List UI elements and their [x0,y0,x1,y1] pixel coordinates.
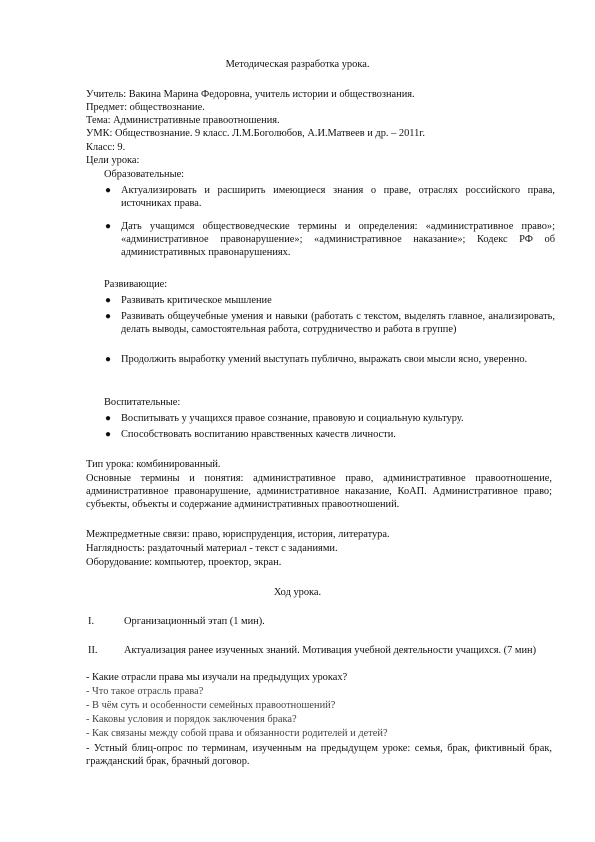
umk-line: УМК: Обществознание. 9 класс. Л.М.Боголюбов, А.И.Матвеев и др. – 2011г. [86,128,425,139]
upbringing-item: Воспитывать у учащихся правое сознание, правовую и социальную культуру. [121,413,464,424]
educational-item: Дать учащимся обществоведческие термины и определения: «административное право»; «административное правонарушение»; «административное наказание»; Кодекс РФ об административных правонарушениях. [121,221,555,259]
visual-aids-line: Наглядность: раздаточный материал - текст с заданиями. [86,543,338,554]
bullet-icon: ● [105,354,112,365]
educational-heading: Образовательные: [104,169,185,180]
teacher-line: Учитель: Вакина Марина Федоровна, учитель истории и обществознания. [86,89,415,100]
question-line: - Какие отрасли права мы изучали на предыдущих уроках? [86,672,348,683]
lesson-type-line: Тип урока: комбинированный. [86,459,221,470]
equipment-line: Оборудование: компьютер, проектор, экран. [86,557,282,568]
goals-heading: Цели урока: [86,155,140,166]
topic-line: Тема: Административные правоотношения. [86,115,280,126]
bullet-icon: ● [105,295,112,306]
bullet-icon: ● [105,429,112,440]
stage-text: Актуализация ранее изученных знаний. Мотивация учебной деятельности учащихся. (7 мин) [124,645,537,656]
developing-item: Развивать критическое мышление [121,295,272,306]
question-line: - Каковы условия и порядок заключения брака? [86,714,297,725]
grade-line: Класс: 9. [86,142,126,153]
bullet-icon: ● [105,185,112,196]
question-line: - В чём суть и особенности семейных правоотношений? [86,700,336,711]
question-line: - Как связаны между собой права и обязанности родителей и детей? [86,728,388,739]
page-title: Методическая разработка урока. [225,59,370,70]
stage-number: II. [88,645,98,656]
educational-item: Актуализировать и расширить имеющиеся знания о праве, отраслях российского права, источниках права. [121,185,555,210]
interdisciplinary-line: Межпредметные связи: право, юриспруденция, история, литература. [86,529,390,540]
developing-item: Продолжить выработку умений выступать публично, выражать свои мысли ясно, уверенно. [121,354,528,365]
bullet-icon: ● [105,413,112,424]
developing-item: Развивать общеучебные умения и навыки (работать с текстом, выделять главное, анализировать, делать выводы, самостоятельная работа, сотрудничество и работа в группе) [121,311,555,336]
terms-paragraph: Основные термины и понятия: административное право, административное правоотношение, административное правонарушение, административное наказание, КоАП. Административное право; субъекты, объекты и содержание административных правоотношений. [86,473,552,511]
developing-heading: Развивающие: [104,279,168,290]
stage-text: Организационный этап (1 мин). [124,616,265,627]
question-line: - Что такое отрасль права? [86,686,204,697]
bullet-icon: ● [105,311,112,322]
subject-line: Предмет: обществознание. [86,102,205,113]
progress-heading: Ход урока. [273,587,322,598]
upbringing-heading: Воспитательные: [104,397,181,408]
upbringing-item: Способствовать воспитанию нравственных качеств личности. [121,429,396,440]
stage-number: I. [88,616,95,627]
blitz-paragraph: - Устный блиц-опрос по терминам, изученным на предыдущем уроке: семья, брак, фиктивный брак, гражданский брак, брачный договор. [86,743,552,768]
bullet-icon: ● [105,221,112,232]
